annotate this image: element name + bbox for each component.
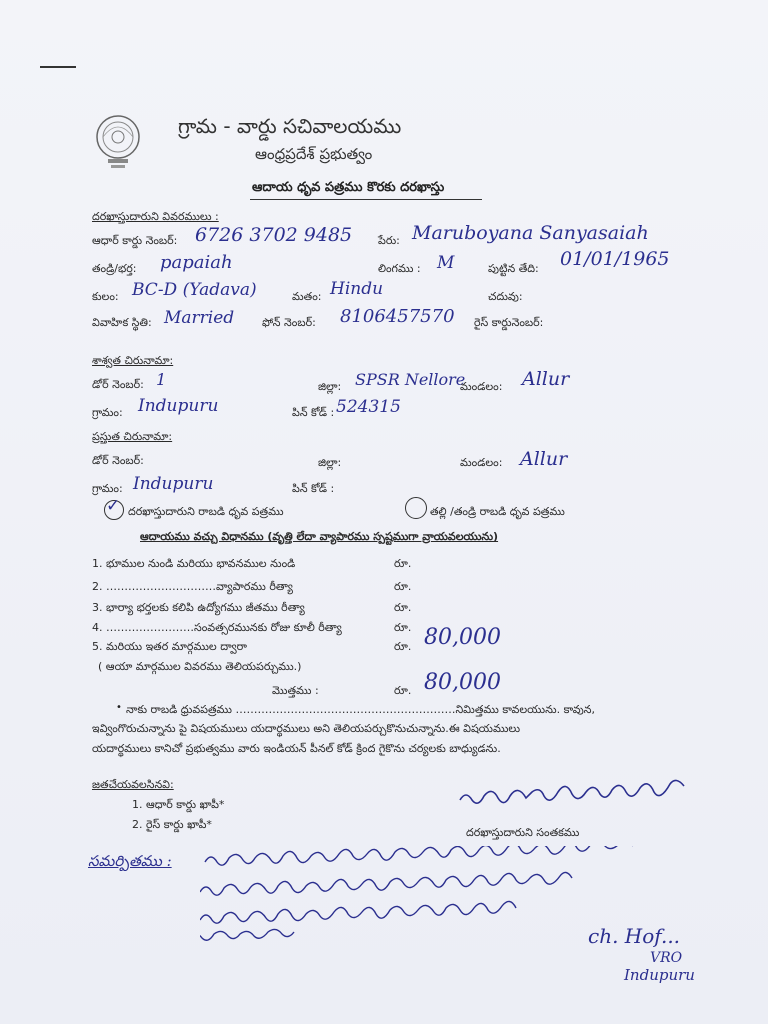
- phone-value: 8106457570: [340, 306, 455, 327]
- perm-village-label: గ్రామం:: [92, 406, 123, 419]
- option-parent-income: తల్లి /తండ్రి రాబడి ధృవ పత్రము: [430, 505, 565, 518]
- income-row-5-label: 5. మరియు ఇతర మార్గముల ద్వారా: [92, 640, 247, 653]
- education-label: చదువు:: [488, 290, 523, 303]
- perm-door-label: డోర్ నెంబర్:: [92, 378, 144, 391]
- gender-value: M: [437, 253, 455, 273]
- perm-mandal-value: Allur: [522, 368, 570, 390]
- pres-mandal-label: మండలం:: [460, 456, 503, 469]
- name-label: పేరు:: [378, 234, 400, 247]
- caste-value: BC-D (Yadava): [132, 280, 257, 300]
- aadhaar-value: 6726 3702 9485: [195, 224, 353, 246]
- income-row-4-label: 4. ……………………సంవత్సరమునకు రోజు కూలీ రీత్యా: [92, 621, 342, 634]
- official-role: VRO: [650, 950, 683, 966]
- parent-income-option[interactable]: [405, 497, 427, 519]
- pres-village-label: గ్రామం:: [92, 482, 123, 495]
- income-row-1-label: 1. భూముల నుండి మరియు భావనముల నుండి: [92, 557, 296, 570]
- marital-label: వివాహిక స్థితి:: [92, 316, 152, 329]
- form-title: ఆదాయ ధృవ పత్రము కొరకు దరఖాస్తు: [252, 180, 445, 195]
- declaration-bullet: •: [116, 702, 122, 713]
- check-mark-icon: ✓: [106, 496, 121, 516]
- pres-pin-label: పిన్ కోడ్ :: [292, 482, 335, 495]
- income-total-amount: 80,000: [424, 670, 501, 695]
- perm-pin-value: 524315: [336, 397, 401, 417]
- applicant-signature-caption: దరఖాస్తుదారుని సంతకము: [466, 826, 580, 839]
- income-row-2-label: 2. …………………………వ్యాపారము రీత్యా: [92, 580, 293, 593]
- perm-district-value: SPSR Nellore: [355, 370, 466, 389]
- official-label: సమర్పితము :: [88, 852, 172, 870]
- declaration-line-2: ఇవ్వింగొరుచున్నాను పై విషయములు యదార్థములు అని తెలియపర్చుకొనుచున్నాను.ఈ విషయములు: [92, 722, 520, 735]
- declaration-line-1: నాకు రాబడి ధ్రువపత్రము ……………………………………………………నిమిత్తము కావలయును. కావున,: [126, 703, 595, 716]
- section-present-address: ప్రస్తుత చిరునామా:: [92, 430, 173, 443]
- pres-district-label: జిల్లా:: [318, 456, 342, 469]
- official-place: Indupuru: [624, 966, 695, 984]
- header-title: గ్రామ - వార్డు సచివాలయము: [178, 114, 402, 138]
- aadhaar-label: ఆధార్ కార్డు నెంబర్:: [92, 234, 178, 247]
- section-attachments: జతచేయవలసినవి:: [92, 778, 174, 791]
- perm-district-label: జిల్లా:: [318, 380, 342, 393]
- income-total-label: మొత్తము :: [272, 684, 319, 697]
- caste-label: కులం:: [92, 290, 119, 303]
- perm-pin-label: పిన్ కోడ్ :: [292, 406, 335, 419]
- income-row-5-currency: రూ.: [394, 640, 412, 653]
- income-note: ( ఆయా మార్గముల వివరము తెలియపర్చుము.): [98, 660, 302, 673]
- income-row-5-amount: 80,000: [424, 625, 501, 650]
- dob-value: 01/01/1965: [560, 248, 670, 270]
- religion-value: Hindu: [330, 279, 384, 299]
- section-income: ఆదాయము వచ్చు విధానము (వృత్తి లేదా వ్యాపారము స్పష్టముగా వ్రాయవలయును): [140, 530, 499, 543]
- father-value: papaiah: [160, 252, 233, 273]
- income-total-currency: రూ.: [394, 684, 412, 697]
- perm-mandal-label: మండలం:: [460, 380, 503, 393]
- pres-village-value: Indupuru: [133, 474, 214, 494]
- attachment-item-1: 1. ఆధార్ కార్డు ఖాపీ*: [132, 798, 225, 811]
- section-applicant: దరఖాస్తుదారుని వివరములు :: [92, 210, 219, 223]
- name-value: Maruboyana Sanyasaiah: [412, 222, 649, 244]
- header-subtitle: ఆంధ్రప్రదేశ్ ప్రభుత్వం: [255, 145, 373, 163]
- gender-label: లింగము :: [378, 262, 421, 275]
- income-row-3-currency: రూ.: [394, 601, 412, 614]
- form-title-underline: [250, 199, 482, 200]
- ration-label: రైస్ కార్డునెంబర్:: [474, 316, 544, 329]
- applicant-signature: [455, 778, 720, 812]
- option-applicant-income: దరఖాస్తుదారుని రాబడి ధృవ పత్రము: [128, 505, 284, 518]
- religion-label: మతం:: [292, 290, 322, 303]
- margin-mark: [40, 66, 76, 68]
- section-permanent-address: శాశ్వత చిరునామా:: [92, 354, 174, 367]
- income-row-3-label: 3. భార్యా భర్తలకు కలిపి ఉద్యోగము జీతము రీత్యా: [92, 601, 305, 614]
- income-row-2-currency: రూ.: [394, 580, 412, 593]
- pres-mandal-value: Allur: [520, 448, 568, 470]
- phone-label: ఫోన్ నెంబర్:: [262, 316, 316, 329]
- perm-village-value: Indupuru: [138, 396, 219, 416]
- perm-door-value: 1: [156, 370, 167, 389]
- income-row-1-currency: రూ.: [394, 557, 412, 570]
- attachment-item-2: 2. రైస్ కార్డు ఖాపీ*: [132, 818, 212, 831]
- declaration-line-3: యదార్థములు కానిచో ప్రభుత్వము వారు ఇండియన్ పీనల్ కోడ్ క్రింద గైకొను చర్యలకు బాధ్యుడను.: [92, 742, 501, 755]
- father-label: తండ్రి/భర్త:: [92, 262, 137, 275]
- marital-value: Married: [164, 308, 235, 328]
- dob-label: పుట్టిన తేది:: [488, 262, 539, 275]
- income-row-4-currency: రూ.: [394, 621, 412, 634]
- official-signature: ch. Hof...: [588, 924, 681, 948]
- pres-door-label: డోర్ నెంబర్:: [92, 454, 144, 467]
- state-emblem-icon: [95, 113, 141, 175]
